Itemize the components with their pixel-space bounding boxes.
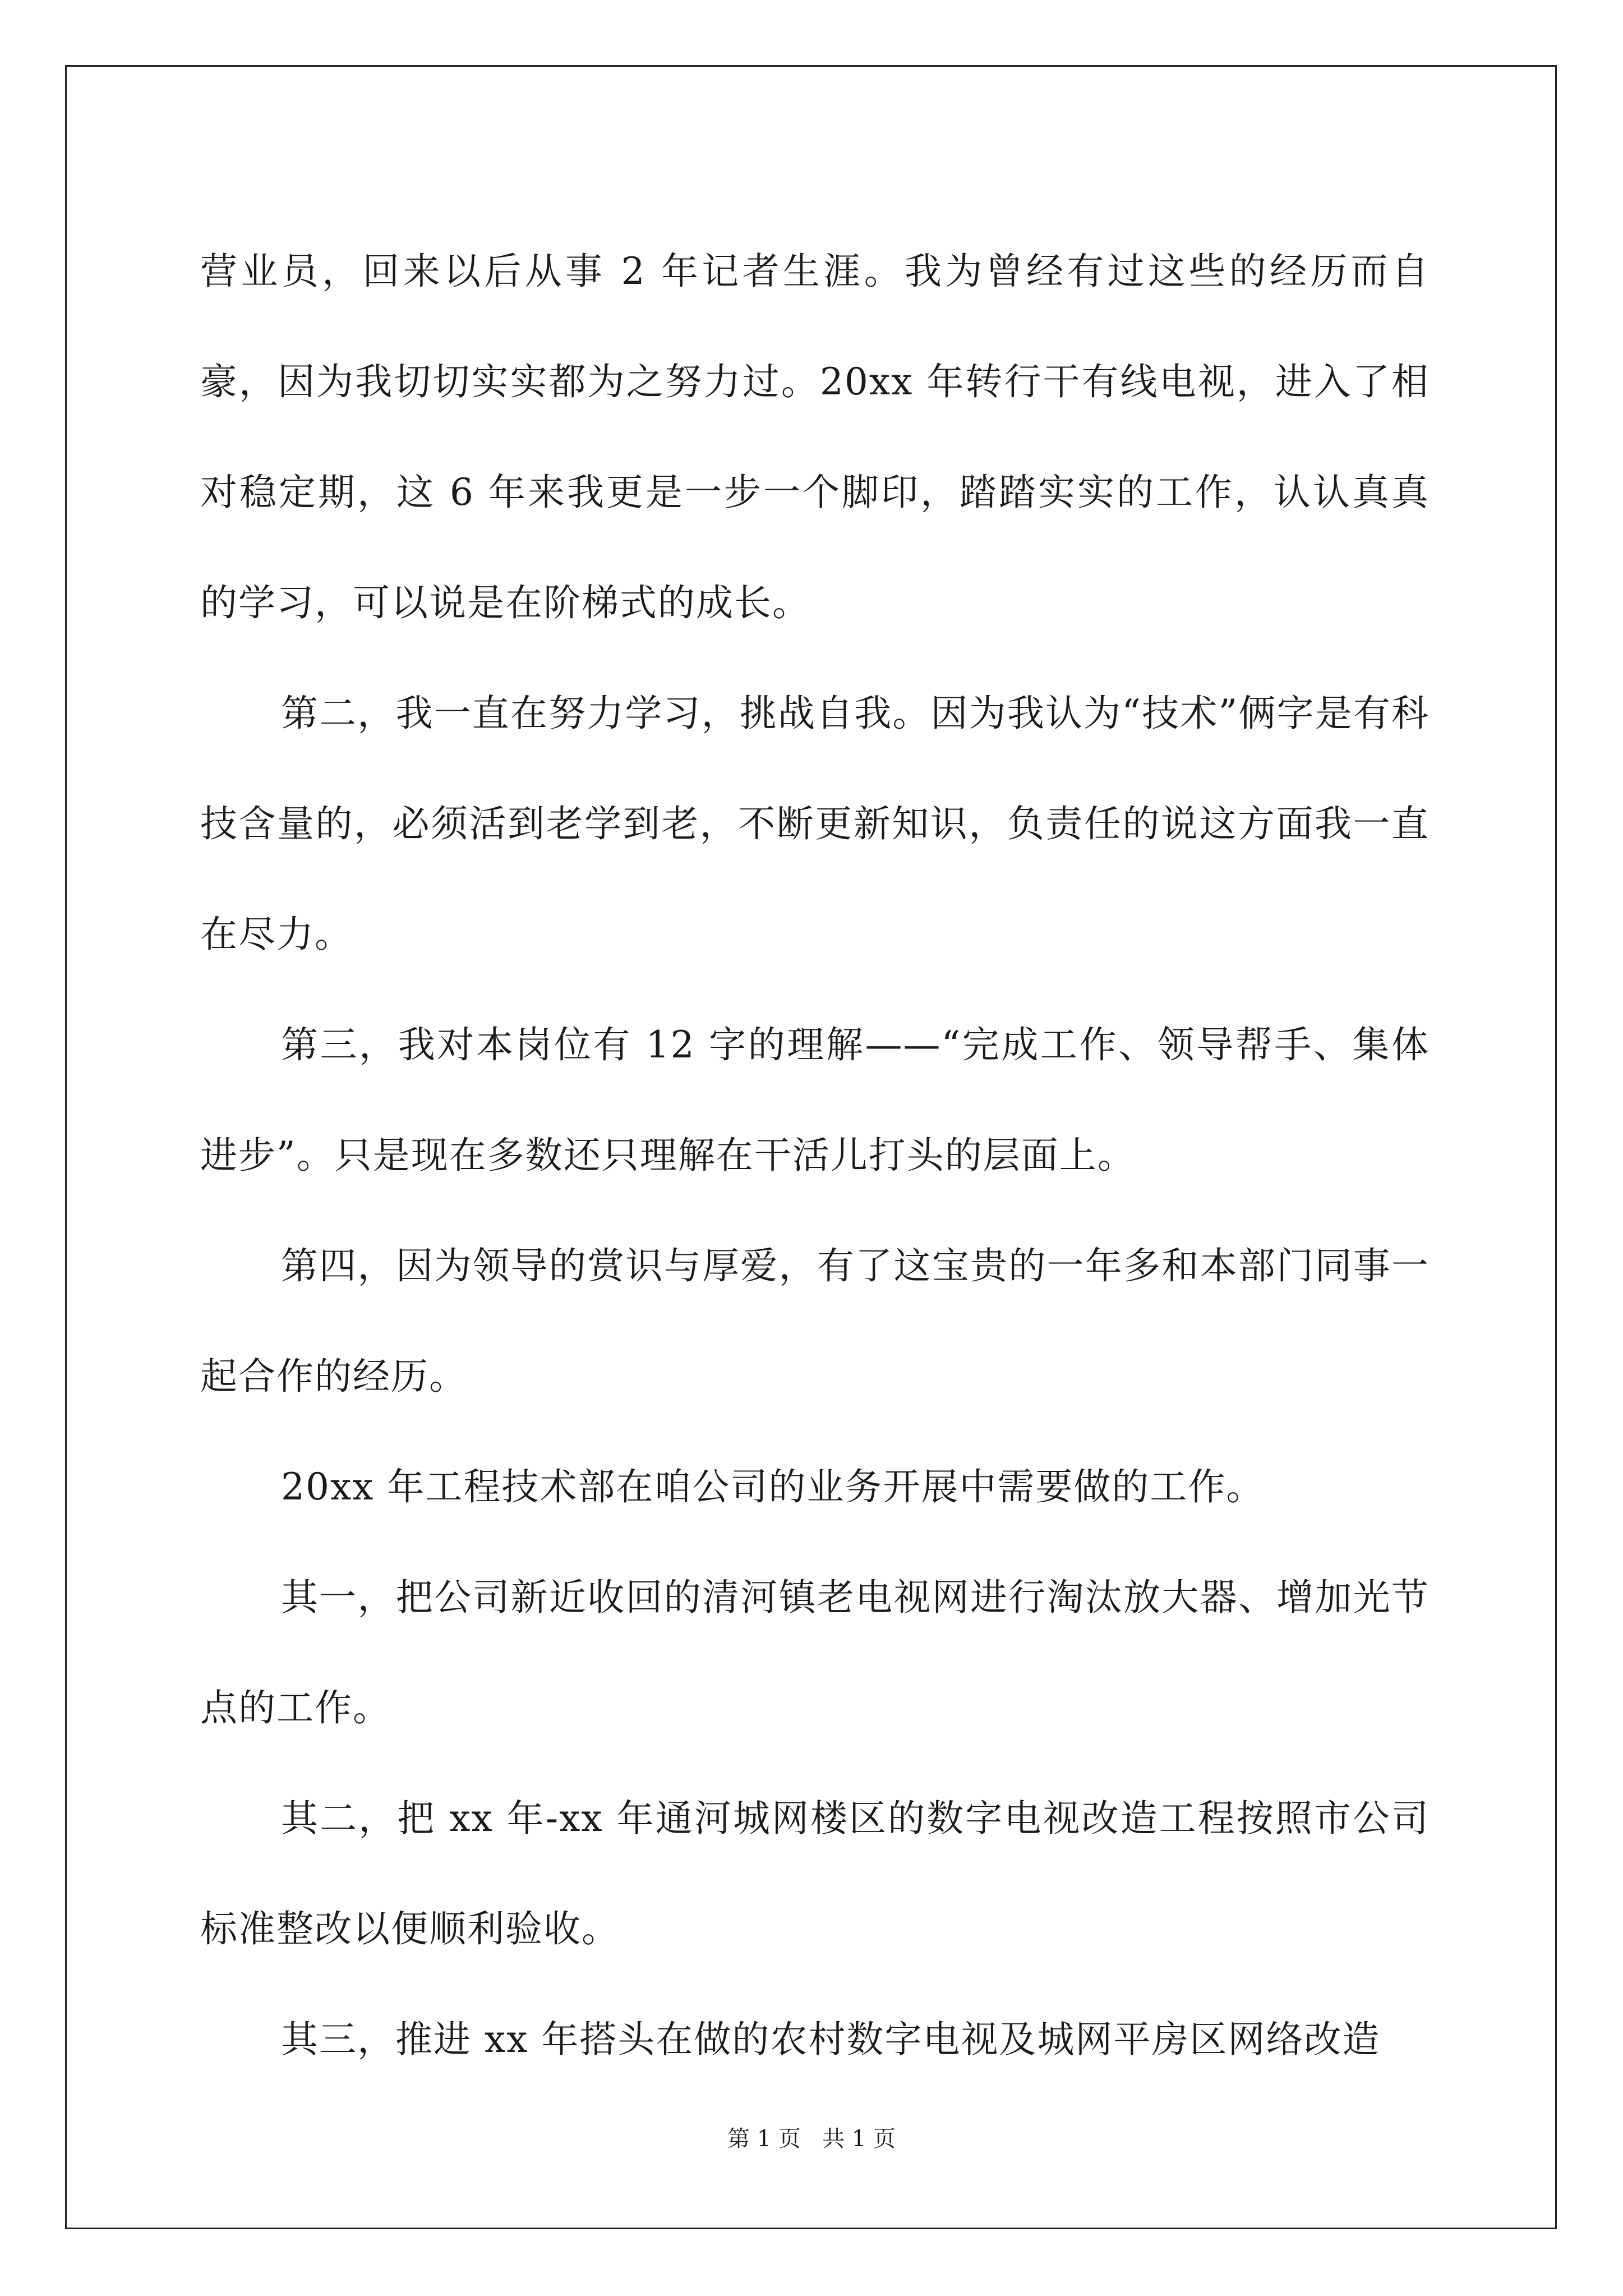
paragraph-8: 其三，推进 xx 年搭头在做的农村数字电视及城网平房区网络改造	[281, 2018, 1381, 2061]
paragraph-6: 其一，把公司新近收回的清河镇老电视网进行淘汰放大器、增加光节点的工作。	[200, 1576, 1430, 1729]
page-number: 第 1 页	[727, 2126, 801, 2152]
page-total: 共 1 页	[822, 2126, 896, 2152]
page-footer	[0, 2125, 1623, 2153]
paragraph-1: 营业员，回来以后从事 2 年记者生涯。我为曾经有过这些的经历而自豪，因为我切切实实都为之努力过。20xx 年转行干有线电视，进入了相对稳定期，这 6 年来我更是一步一个脚印，踏踏实实的工作，认认真真的学习，可以说是在阶梯式的成长。	[200, 250, 1430, 624]
paragraph-4: 第四，因为领导的赏识与厚爱，有了这宝贵的一年多和本部门同事一起合作的经历。	[200, 1244, 1430, 1398]
paragraph-7: 其二，把 xx 年-xx 年通河城网楼区的数字电视改造工程按照市公司标准整改以便顺利验收。	[200, 1797, 1430, 1950]
paragraph-3: 第三，我对本岗位有 12 字的理解——“完成工作、领导帮手、集体进步”。只是现在多数还只理解在干活儿打头的层面上。	[200, 1023, 1430, 1177]
document-body	[200, 216, 1430, 2095]
paragraph-5: 20xx 年工程技术部在咱公司的业务开展中需要做的工作。	[281, 1465, 1265, 1508]
paragraph-2: 第二，我一直在努力学习，挑战自我。因为我认为“技术”俩字是有科技含量的，必须活到老学到老，不断更新知识，负责任的说这方面我一直在尽力。	[200, 692, 1430, 956]
